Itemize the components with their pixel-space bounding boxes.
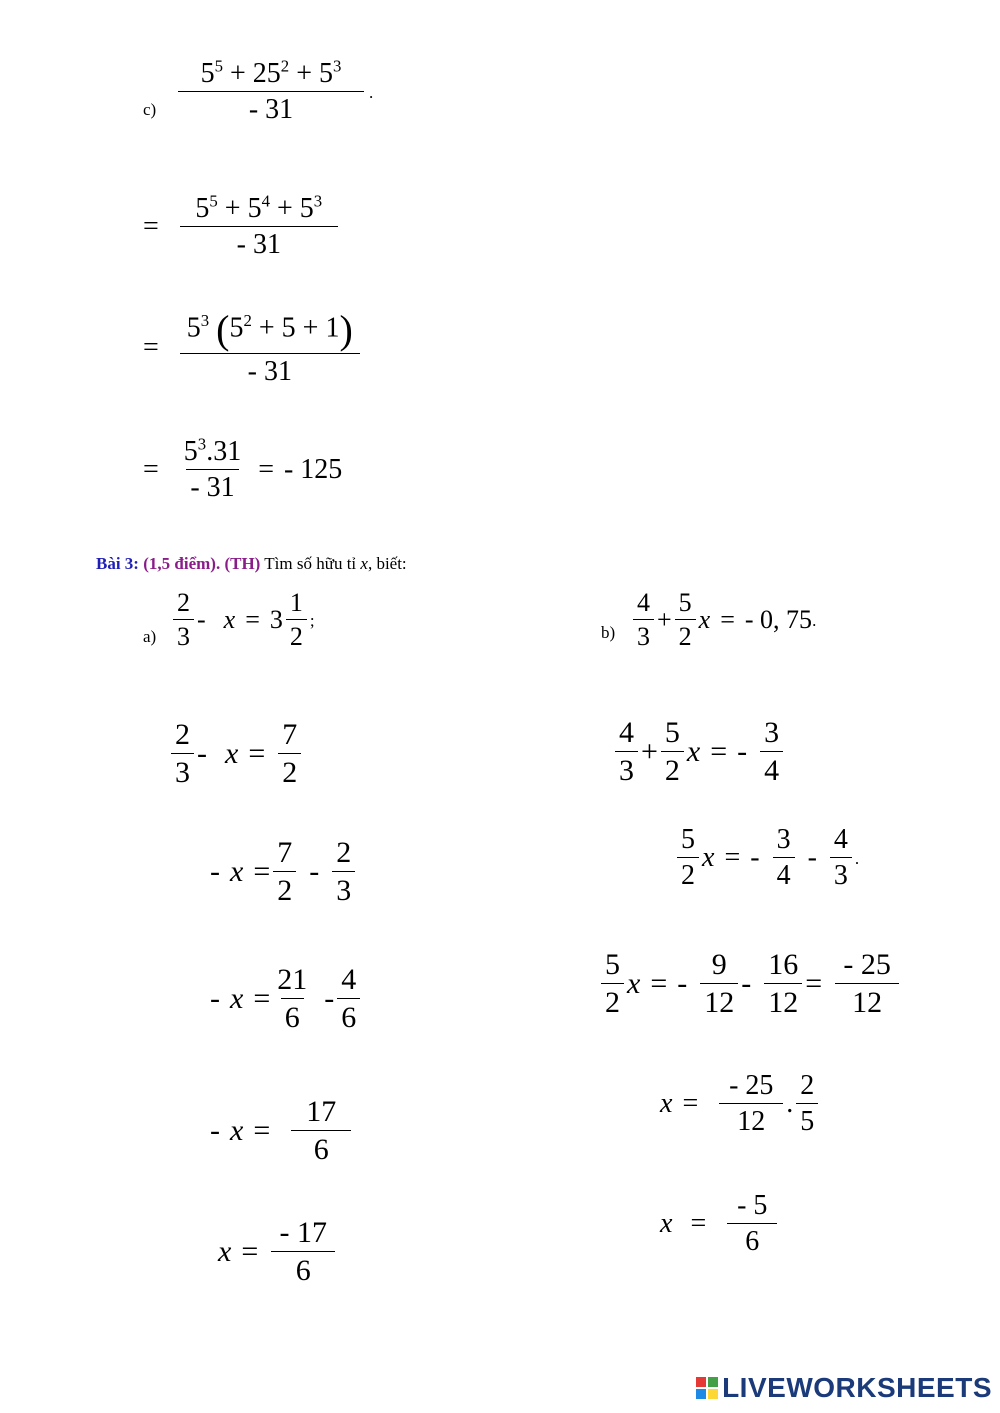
part-a-step-1: $\frac{2}{3}$ - x = $\frac{7}{2}$ (168, 720, 304, 788)
part-a-label: a) (143, 627, 157, 646)
fraction: $\frac{5^5 + 25^2 + 5^3}{- 31}$ (178, 60, 364, 124)
part-b-step-2: $\frac{5}{2}$ x = - $\frac{3}{4}$ - $\frac{4}{3}$ . (674, 826, 859, 890)
logo-icon (696, 1377, 718, 1399)
part-a-step-5: x = $\frac{- 17}{6}$ (218, 1218, 338, 1286)
part-b-label: b) (601, 623, 616, 642)
bai3-heading: Bài 3: (1,5 điểm). (TH) Tìm số hữu tỉ x, biết: (96, 554, 407, 573)
part-b-step-5: x = $\frac{- 5}{6}$ (660, 1192, 780, 1256)
part-c-line1: $\frac{5^5 + 25^2 + 5^3}{- 31}$ . (175, 60, 373, 124)
part-a-step-3: - x = $\frac{21}{6}$ - $\frac{4}{6}$ (210, 965, 363, 1033)
part-b-step-4: x = $\frac{- 25}{12}$ . $\frac{2}{5}$ (660, 1072, 821, 1136)
part-b-problem: $\frac{4}{3}$ + $\frac{5}{2}$ x = - 0, 75 . (630, 590, 816, 650)
part-c-line4: = $\frac{5^3.31}{- 31}$ = - 125 (143, 434, 343, 503)
part-c-label: c) (143, 100, 157, 119)
part-c-line2: = $\frac{5^5 + 5^4 + 5^3}{- 31}$ (143, 195, 341, 259)
logo-text: LIVEWORKSHEETS (722, 1372, 992, 1403)
part-a-step-4: - x = $\frac{17}{6}$ (210, 1097, 354, 1165)
bai3-label: Bài 3: (96, 554, 139, 573)
part-b-step-1: $\frac{4}{3}$ + $\frac{5}{2}$ x = - $\frac{3}{4}$ (612, 718, 786, 786)
part-c-line3: = $\frac{5^3 (5^2 + 5 + 1)}{- 31}$ (143, 310, 363, 386)
liveworksheets-logo (696, 1371, 992, 1405)
part-a-problem: $\frac{2}{3}$ - x = 3 $\frac{1}{2}$ ; (170, 590, 315, 650)
part-a-step-2: - x = $\frac{7}{2}$ - $\frac{2}{3}$ (210, 838, 358, 906)
bai3-points: (1,5 điểm). (TH) (143, 554, 261, 573)
part-b-step-3: $\frac{5}{2}$ x = - $\frac{9}{12}$ - $\frac{16}{12}$ = $\frac{- 25}{12}$ (598, 950, 902, 1018)
